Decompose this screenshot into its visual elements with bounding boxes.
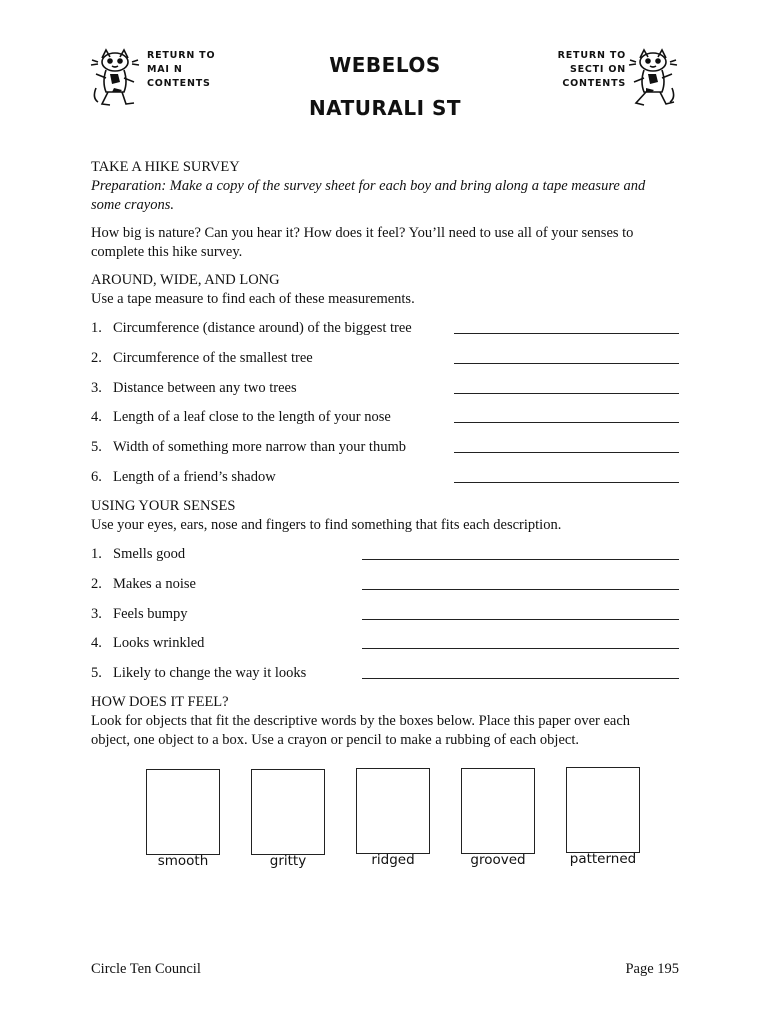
answer-line[interactable] [362,619,679,620]
measurement-item [91,350,313,367]
item-text: Likely to change the way it looks [113,665,307,681]
rubbing-box-label: grooved [470,852,526,868]
item-text: Length of a leaf close to the length of your nose [113,409,391,425]
answer-line[interactable] [454,333,679,334]
preparation-text: Preparation: Make a copy of the survey sheet for each boy and bring along a tape measure and some crayons. [91,178,646,213]
section-heading-around: AROUND, WIDE, AND LONG [91,272,280,288]
item-number: 2. [91,576,102,592]
item-text: Circumference (distance around) of the biggest tree [113,320,412,336]
item-number: 2. [91,350,102,366]
item-number: 3. [91,380,102,396]
measurement-item [91,380,297,397]
senses-item [91,546,185,563]
senses-item [91,635,204,652]
return-to-main-contents-link[interactable]: RETURN TO MAI N CONTENTS [147,50,216,89]
senses-item [91,606,188,623]
rubbing-box-label: ridged [371,852,415,868]
page-subtitle: NATURALI ST [308,96,462,120]
return-to-section-contents-link[interactable]: RETURN TO SECTI ON CONTENTS [557,50,626,89]
item-number: 5. [91,665,102,681]
item-text: Smells good [113,546,186,562]
item-text: Looks wrinkled [113,635,205,651]
rubbing-box-label: patterned [569,851,637,867]
measurement-item [91,320,412,337]
answer-line[interactable] [362,678,679,679]
rubbing-box[interactable] [356,768,430,854]
section-heading-take-a-hike: TAKE A HIKE SURVEY [91,159,240,175]
item-text: Distance between any two trees [113,380,297,396]
answer-line[interactable] [362,589,679,590]
intro-text: How big is nature? Can you hear it? How does it feel? You’ll need to use all of your senses to complete this hike survey. [91,225,634,260]
item-number: 3. [91,606,102,622]
item-text: Circumference of the smallest tree [113,350,313,366]
measurement-item [91,439,406,456]
item-text: Feels bumpy [113,606,188,622]
item-number: 6. [91,469,102,485]
item-number: 4. [91,409,102,425]
cat-mascot-icon[interactable] [628,48,678,115]
footer-council: Circle Ten Council [91,961,201,977]
answer-line[interactable] [454,452,679,453]
rubbing-box-label: gritty [269,853,307,869]
senses-item [91,576,196,593]
item-number: 4. [91,635,102,651]
answer-line[interactable] [454,393,679,394]
rubbing-box-label: smooth [157,853,209,869]
answer-line[interactable] [454,422,679,423]
section-heading-feel: HOW DOES IT FEEL? [91,694,229,710]
around-instruction: Use a tape measure to find each of these measurements. [91,291,415,307]
rubbing-box[interactable] [566,767,640,853]
item-text: Length of a friend’s shadow [113,469,276,485]
senses-instruction: Use your eyes, ears, nose and fingers to find something that fits each description. [91,517,562,533]
page-title: WEBELOS [329,53,441,77]
item-text: Width of something more narrow than your thumb [113,439,406,455]
rubbing-box[interactable] [461,768,535,854]
rubbing-box[interactable] [146,769,220,855]
page-number: Page 195 [625,961,679,977]
measurement-item [91,469,276,486]
answer-line[interactable] [362,559,679,560]
answer-line[interactable] [362,648,679,649]
feel-instruction: Look for objects that fit the descriptive words by the boxes below. Place this paper over each object, one object to a box. Use a crayon or pencil to make a rubbing of each object. [91,713,631,748]
answer-line[interactable] [454,363,679,364]
section-heading-senses: USING YOUR SENSES [91,498,236,514]
measurement-item [91,409,391,426]
item-number: 1. [91,320,102,336]
rubbing-box[interactable] [251,769,325,855]
senses-item [91,665,306,682]
item-number: 1. [91,546,102,562]
item-text: Makes a noise [113,576,196,592]
item-number: 5. [91,439,102,455]
answer-line[interactable] [454,482,679,483]
